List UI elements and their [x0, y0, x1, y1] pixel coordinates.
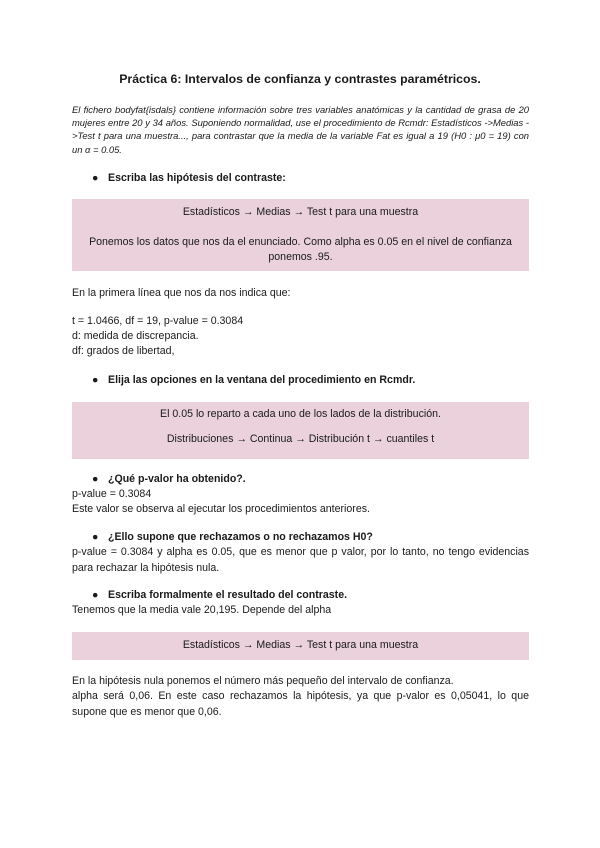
box-menu-path: Estadísticos → Medias → Test t para una muestra	[182, 206, 419, 218]
box-explanation: Ponemos los datos que nos da el enunciado. Como alpha es 0.05 en el nivel de confianza ponemos .95.	[89, 235, 512, 263]
t-test-result: t = 1.0466, df = 19, p-value = 0.3084	[72, 315, 244, 327]
p-value-note: Este valor se observa al ejecutar los procedimientos anteriores.	[72, 503, 370, 515]
bullet-reject-h0	[92, 531, 373, 543]
alpha-conclusion: alpha será 0,06. En este caso rechazamos la hipótesis, ya que p-valor es 0,05041, lo que supone que es menor que 0,06.	[72, 690, 529, 718]
bullet-p-value-label: ¿Qué p-valor ha obtenido?.	[108, 473, 246, 485]
bullet-icon: ●	[92, 172, 99, 184]
box-distribution-note: El 0.05 lo reparto a cada uno de los lados de la distribución.	[160, 408, 441, 420]
box-menu-path-2: Estadísticos → Medias → Test t para una muestra	[182, 639, 419, 651]
bullet-p-value	[92, 473, 246, 485]
first-line-text: En la primera línea que nos da nos indica que:	[72, 287, 291, 299]
bullet-icon: ●	[92, 589, 99, 601]
bullet-reject-h0-label: ¿Ello supone que rechazamos o no rechazamos H0?	[108, 531, 373, 543]
bullet-icon: ●	[92, 374, 99, 386]
highlight-box-formal	[72, 632, 529, 660]
mean-value-text: Tenemos que la media vale 20,195. Depende del alpha	[72, 604, 332, 616]
note-discrepancy: d: medida de discrepancia.	[72, 330, 199, 342]
intro-paragraph: El fichero bodyfat{isdals} contiene información sobre tres variables anatómicas y la cantidad de grasa de 20 mujeres entre 20 y 34 años. Suponiendo normalidad, use el procedimiento de Rcmdr: Estadísticos ->Medias ->Test t para una muestra..., para contrastar que la media de la variable Fat es igual a 19 (H0 : μ0 = 19) con un α = 0.05.	[72, 104, 529, 155]
bullet-options	[92, 374, 415, 386]
bullet-icon: ●	[92, 531, 99, 543]
bullet-hypotheses-label: Escriba las hipótesis del contraste:	[108, 172, 286, 184]
highlight-box-hypotheses	[72, 199, 529, 271]
note-degrees-freedom: df: grados de libertad,	[72, 345, 175, 357]
bullet-options-label: Elija las opciones en la ventana del procedimiento en Rcmdr.	[108, 374, 416, 386]
box-distribution-path: Distribuciones → Continua → Distribución t → cuantiles t	[166, 432, 435, 445]
bullet-formal-result-label: Escriba formalmente el resultado del contraste.	[108, 589, 348, 601]
null-hypothesis-note: En la hipótesis nula ponemos el número más pequeño del intervalo de confianza.	[72, 675, 454, 687]
bullet-hypotheses	[92, 172, 286, 184]
highlight-box-options	[72, 402, 529, 459]
p-value-result: p-value = 0.3084	[72, 488, 152, 500]
bullet-icon: ●	[92, 473, 99, 485]
page-title: Práctica 6: Intervalos de confianza y contrastes paramétricos.	[119, 72, 481, 86]
bullet-formal-result	[92, 589, 347, 601]
reject-h0-answer: p-value = 0.3084 y alpha es 0.05, que es menor que p valor, por lo tanto, no tengo evidencias para rechazar la hipótesis nula.	[72, 546, 529, 574]
